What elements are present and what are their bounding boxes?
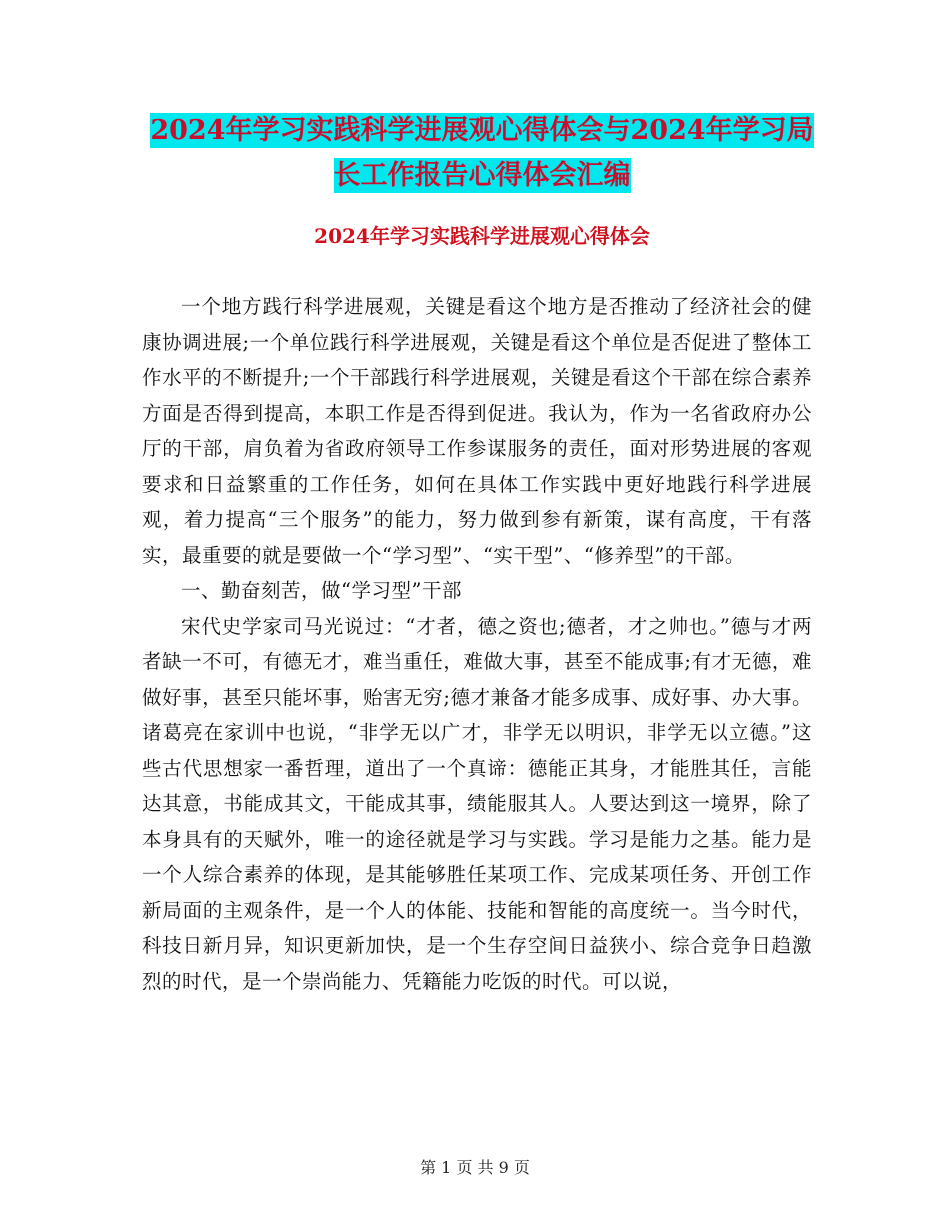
- paragraph: 宋代史学家司马光说过：“才者，德之资也;德者，才之帅也。”德与才两者缺一不可，有德无才，难当重任，难做大事，甚至不能成事;有才无德，难做好事，甚至只能坏事，贻害无穷;德才兼备才能多成事、成好事、办大事。诸葛亮在家训中也说，“非学无以广才，非学无以明识，非学无以立德。”这些古代思想家一番哲理，道出了一个真谛：德能正其身，才能胜其任，言能达其意，书能成其文，干能成其事，绩能服其人。人要达到这一境界，除了本身具有的天赋外，唯一的途径就是学习与实践。学习是能力之基。能力是一个人综合素养的体现，是其能够胜任某项工作、完成某项任务、开创工作新局面的主观条件，是一个人的体能、技能和智能的高度统一。当今时代，科技日新月异，知识更新加快，是一个生存空间日益狭小、综合竞争日趋激烈的时代，是一个崇尚能力、凭籍能力吃饭的时代。可以说，: [142, 614, 812, 993]
- section-title: 2024年学习实践科学进展观心得体会: [314, 224, 650, 248]
- body-text: [142, 289, 812, 999]
- title-line-2: 长工作报告心得体会汇编: [333, 160, 631, 191]
- document-title: [142, 108, 822, 198]
- page-footer: 第 1 页 共 9 页: [420, 1158, 530, 1177]
- title-line-1: 2024年学习实践科学进展观心得体会与2024年学习局: [150, 115, 814, 146]
- paragraph: 一个地方践行科学进展观，关键是看这个地方是否推动了经济社会的健康协调进展;一个单位践行科学进展观，关键是看这个单位是否促进了整体工作水平的不断提升;一个干部践行科学进展观，关键是看这个干部在综合素养方面是否得到提高，本职工作是否得到促进。我认为，作为一名省政府办公厅的干部，肩负着为省政府领导工作参谋服务的责任，面对形势进展的客观要求和日益繁重的工作任务，如何在具体工作实践中更好地践行科学进展观，着力提高“三个服务”的能力，努力做到参有新策，谋有高度，干有落实，最重要的就是要做一个“学习型”、“实干型”、“修养型”的干部。: [142, 295, 812, 567]
- section-heading: 一、勤奋刻苦，做“学习型”干部: [181, 579, 462, 602]
